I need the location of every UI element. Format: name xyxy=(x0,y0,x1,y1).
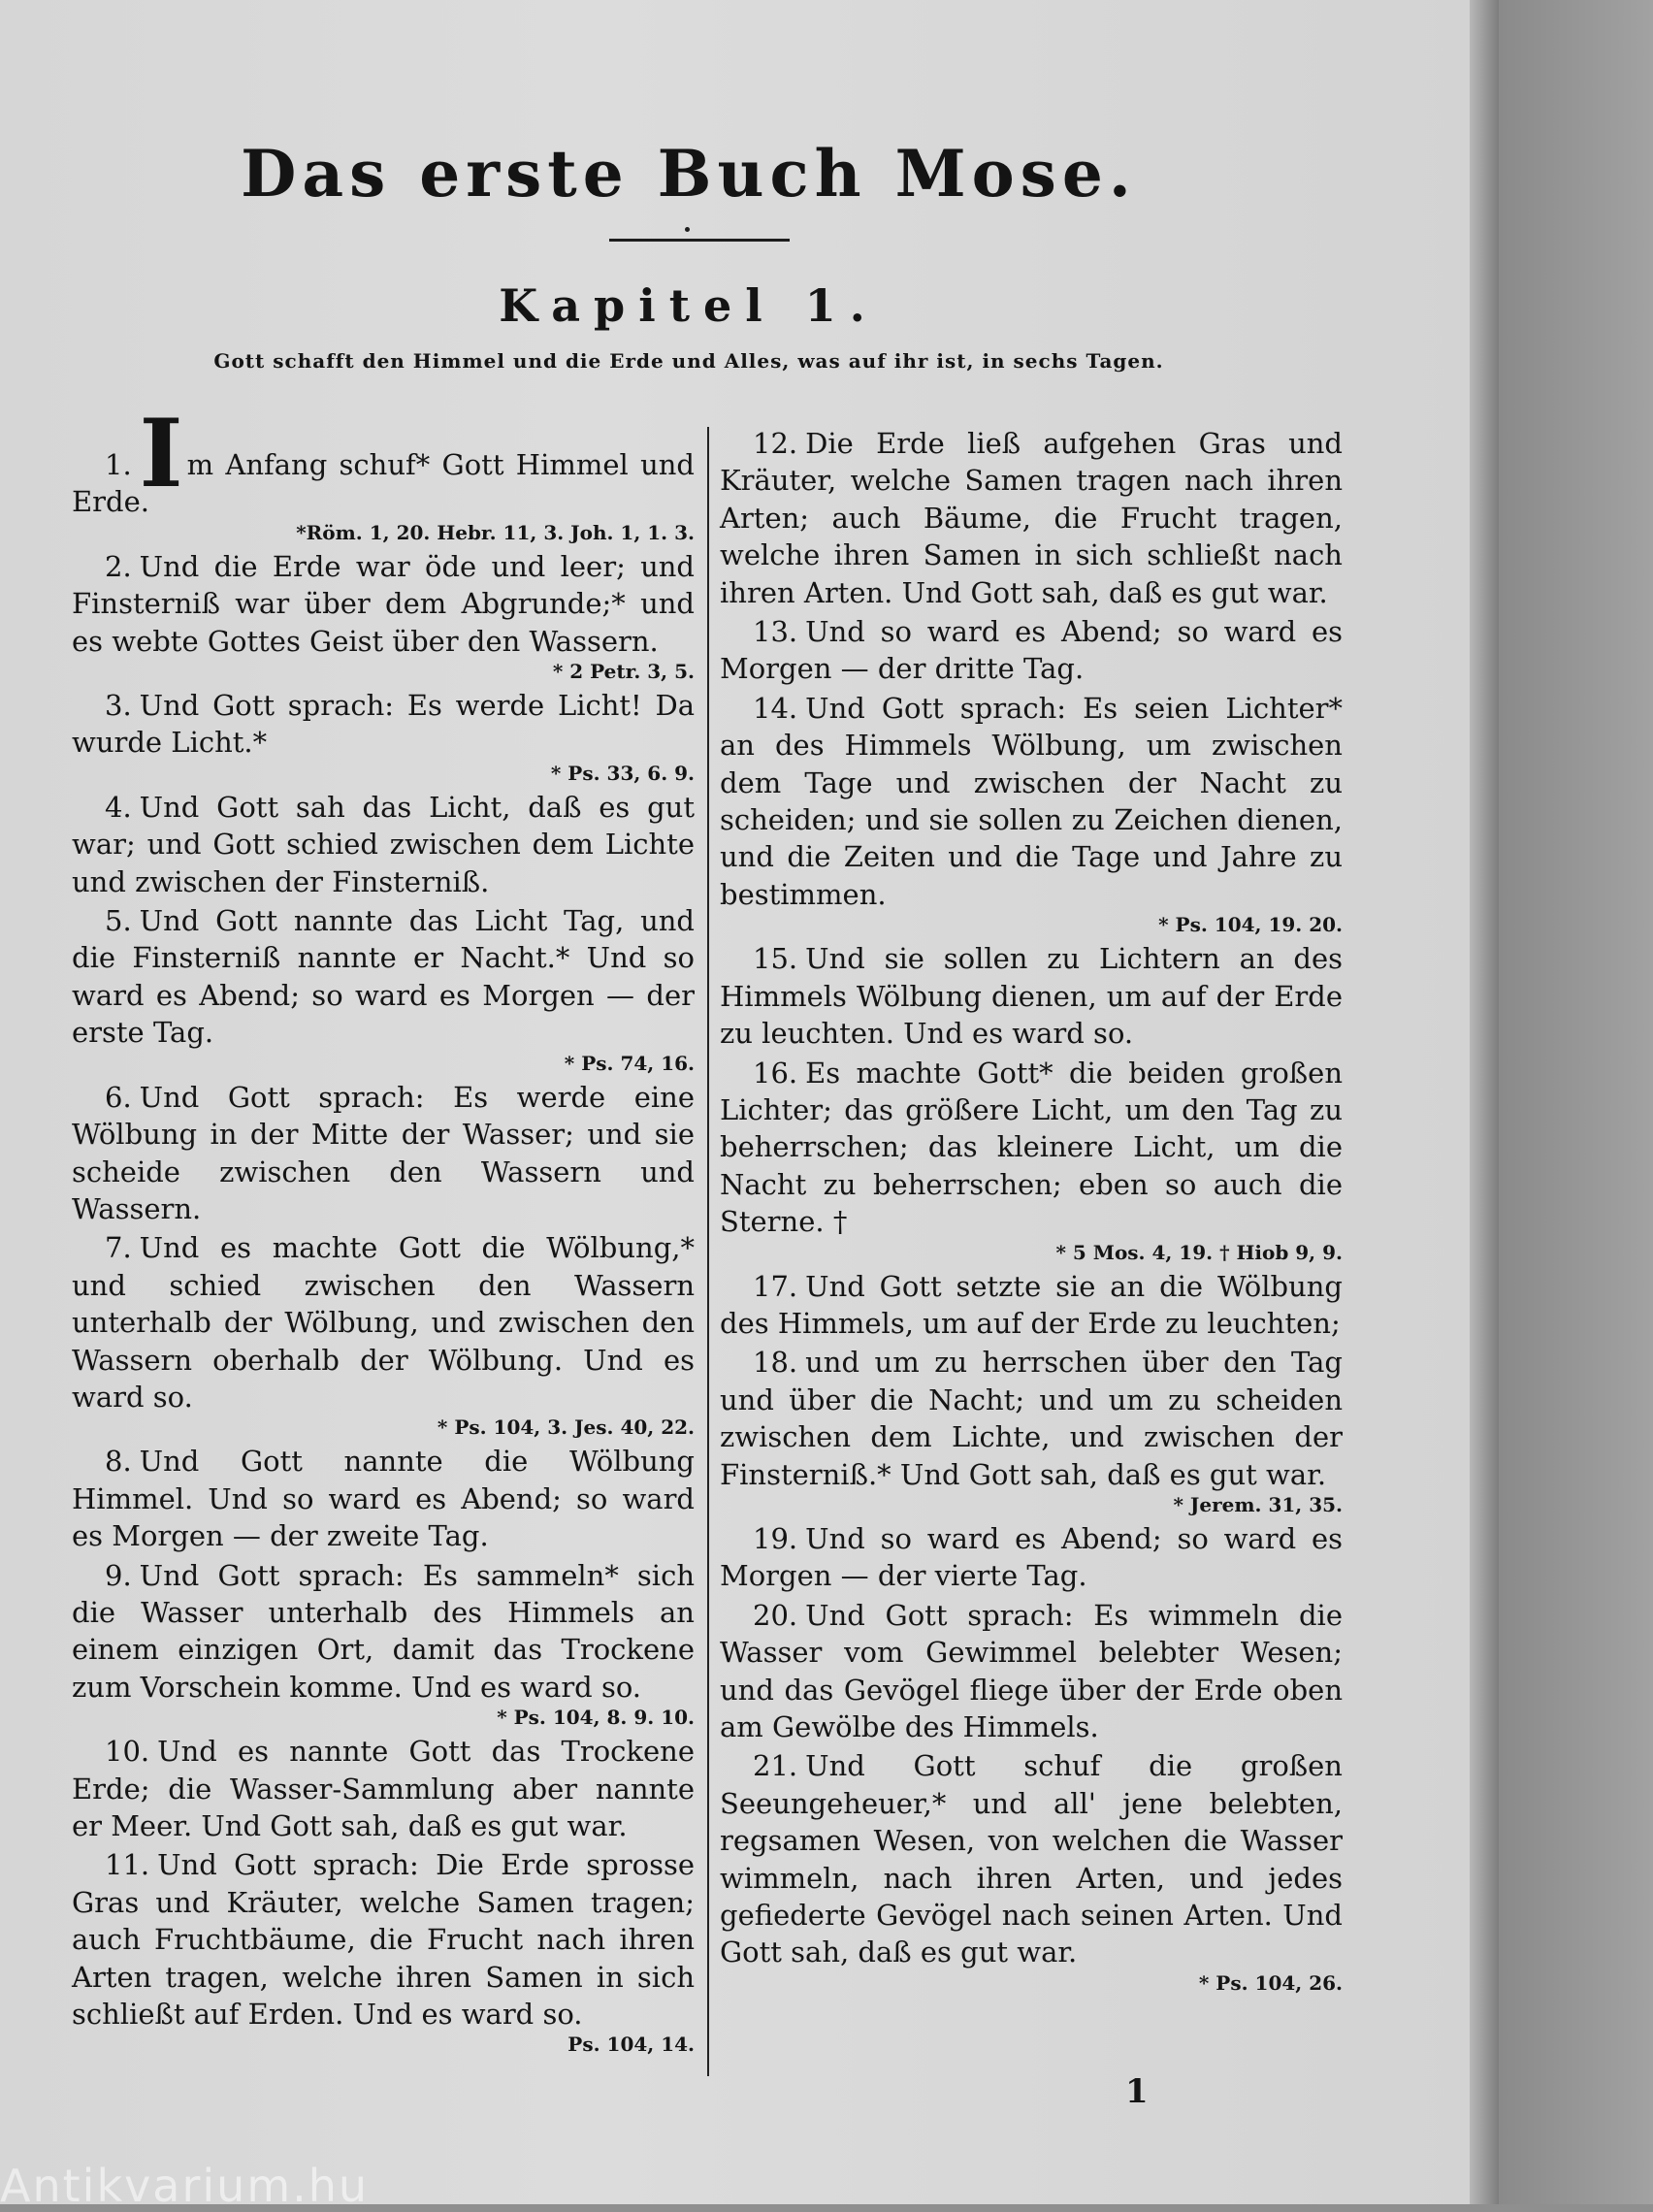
cross-reference: *Röm. 1, 20. Hebr. 11, 3. Joh. 1, 1. 3. xyxy=(296,520,695,544)
cross-reference: * Ps. 104, 3. Jes. 40, 22. xyxy=(437,1415,695,1440)
verse-number: 9. xyxy=(105,1558,132,1592)
drop-cap: I xyxy=(139,399,183,508)
verse xyxy=(72,687,695,762)
verse-text: Und es nannte Gott das Trockene Erde; die Wasser-Sammlung aber nannte er Meer. Und Gott sah, daß es gut war. xyxy=(72,1735,695,1842)
verse-number: 6. xyxy=(105,1080,132,1114)
verse-number: 8. xyxy=(105,1445,132,1479)
page-number: 1 xyxy=(1125,2072,1149,2111)
verse xyxy=(72,399,695,521)
verse-text: Und Gott schuf die großen Seeungeheuer,* und all' jene belebten, regsamen Wesen, von welchen die Wasser wimmeln, nach ihren Arten, und jedes gefiederte Gevögel nach seinen Arten. Und Gott sah, daß es gut war. xyxy=(720,1749,1343,1969)
verse xyxy=(72,1733,695,1844)
verse xyxy=(72,1557,695,1707)
verse-number: 11. xyxy=(105,1848,150,1882)
verse xyxy=(72,1229,695,1415)
verse xyxy=(72,1443,695,1554)
verse-text: Und so ward es Abend; so ward es Morgen — der dritte Tag. xyxy=(720,615,1343,686)
verse xyxy=(720,613,1343,688)
left-column xyxy=(72,399,695,2060)
verse xyxy=(720,1520,1343,1595)
verse-text: Und Gott sprach: Es wimmeln die Wasser vom Gewimmel belebter Wesen; und das Gevögel fliege über der Erde oben am Gewölbe des Himmels. xyxy=(720,1598,1343,1743)
verse-text: Und Gott sprach: Die Erde sprosse Gras und Kräuter, welche Samen tragen; auch Fruchtbäume, die Frucht nach ihren Arten tragen, welche ihren Samen in sich schließt auf Erden. Und es ward so. xyxy=(72,1848,695,2032)
verse xyxy=(720,690,1343,913)
verse xyxy=(72,1846,695,2033)
verse-text: Die Erde ließ aufgehen Gras und Kräuter, welche Samen tragen nach ihren Arten; auch Bäume, die Frucht tragen, welche ihren Samen in sich schließt nach ihren Arten. Und Gott sah, daß es gut war. xyxy=(720,427,1343,609)
chapter-heading: Kapitel 1. xyxy=(499,279,879,332)
book-title: Das erste Buch Mose. xyxy=(241,136,1137,211)
cross-reference: Ps. 104, 14. xyxy=(567,2033,695,2057)
verse-text: Und es machte Gott die Wölbung,* und schied zwischen den Wassern unterhalb der Wölbung, und zwischen den Wassern oberhalb der Wölbung. Und es ward so. xyxy=(72,1231,695,1414)
verse-number: 21. xyxy=(753,1749,798,1783)
cross-reference: * 5 Mos. 4, 19. † Hiob 9, 9. xyxy=(1055,1240,1343,1264)
verse-number: 2. xyxy=(105,549,132,583)
verse-text: Und Gott sprach: Es sammeln* sich die Wasser unterhalb des Himmels an einem einzigen Ort, damit das Trockene zum Vorschein komme. Und es ward so. xyxy=(72,1558,695,1704)
right-column xyxy=(720,425,1343,1999)
verse xyxy=(72,902,695,1052)
verse-number: 10. xyxy=(105,1735,150,1769)
cross-reference: * 2 Petr. 3, 5. xyxy=(552,660,695,684)
verse xyxy=(72,1079,695,1228)
verse-number: 15. xyxy=(753,942,798,976)
verse-text: m Anfang schuf* Gott Himmel und Erde. xyxy=(72,448,695,519)
verse-text: Und Gott sprach: Es werde Licht! Da wurde Licht.* xyxy=(72,689,695,760)
verse-text: Und sie sollen zu Lichtern an des Himmels Wölbung dienen, um auf der Erde zu leuchten. Und es ward so. xyxy=(720,942,1343,1051)
verse-number: 7. xyxy=(105,1231,132,1265)
verse-text: Und Gott sah das Licht, daß es gut war; und Gott schied zwischen dem Lichte und zwischen der Finsterniß. xyxy=(72,790,695,898)
verse-number: 4. xyxy=(105,790,132,824)
verse-number: 16. xyxy=(753,1056,798,1090)
verse-text: Und Gott sprach: Es werde eine Wölbung in der Mitte der Wasser; und sie scheide zwischen den Wassern und Wassern. xyxy=(72,1080,695,1225)
watermark-text: Antikvarium.hu xyxy=(0,2160,370,2212)
cross-reference: * Jerem. 31, 35. xyxy=(1173,1492,1343,1516)
title-rule xyxy=(609,239,790,242)
verse-text: Es machte Gott* die beiden großen Lichter; das größere Licht, um den Tag zu beherrschen; das kleinere Licht, um die Nacht zu beherrschen; eben so auch die Sterne. † xyxy=(720,1056,1343,1239)
verse-number: 19. xyxy=(753,1521,798,1555)
verse-text: Und Gott nannte die Wölbung Himmel. Und so ward es Abend; so ward es Morgen — der zweite Tag. xyxy=(72,1445,695,1553)
verse-number: 5. xyxy=(105,904,132,938)
verse xyxy=(720,1747,1343,1970)
verse-text: Und die Erde war öde und leer; und Finsterniß war über dem Abgrunde;* und es webte Gottes Geist über den Wassern. xyxy=(72,549,695,658)
backdrop xyxy=(1499,0,1653,2204)
verse-text: und um zu herrschen über den Tag und über die Nacht; und um zu scheiden zwischen dem Lichte, und zwischen der Finsterniß.* Und Gott sah, daß es gut war. xyxy=(720,1346,1343,1491)
cross-reference: * Ps. 74, 16. xyxy=(564,1051,695,1075)
verse-number: 12. xyxy=(753,427,798,460)
cross-reference: * Ps. 104, 8. 9. 10. xyxy=(497,1706,695,1730)
verse-number: 17. xyxy=(753,1269,798,1303)
verse-text: Und Gott setzte sie an die Wölbung des Himmels, um auf der Erde zu leuchten; xyxy=(720,1269,1343,1340)
verse-number: 14. xyxy=(753,691,798,725)
column-divider xyxy=(707,427,709,2076)
verse-text: Und so ward es Abend; so ward es Morgen — der vierte Tag. xyxy=(720,1521,1343,1593)
verse-number: 1. xyxy=(105,448,132,481)
verse xyxy=(720,1055,1343,1241)
verse-text: Und Gott nannte das Licht Tag, und die Finsterniß nannte er Nacht.* Und so ward es Abend; so ward es Morgen — der erste Tag. xyxy=(72,904,695,1050)
verse xyxy=(720,1597,1343,1746)
verse-number: 20. xyxy=(753,1598,798,1632)
verse xyxy=(72,789,695,900)
cross-reference: * Ps. 104, 19. 20. xyxy=(1158,913,1343,937)
cross-reference: * Ps. 104, 26. xyxy=(1198,1970,1343,1995)
verse xyxy=(720,1344,1343,1493)
page-edge xyxy=(1470,0,1499,2204)
title-ornament-dot xyxy=(685,227,690,232)
verse xyxy=(72,548,695,660)
chapter-summary: Gott schafft den Himmel und die Erde und Alles, was auf ihr ist, in sechs Tagen. xyxy=(213,349,1164,373)
verse-number: 13. xyxy=(753,615,798,649)
verse-number: 3. xyxy=(105,689,132,723)
verse xyxy=(720,1268,1343,1343)
verse xyxy=(720,425,1343,611)
verse-number: 18. xyxy=(753,1346,798,1380)
verse-text: Und Gott sprach: Es seien Lichter* an des Himmels Wölbung, um zwischen dem Tage und zwischen der Nacht zu scheiden; und sie sollen zu Zeichen dienen, und die Zeiten und die Tage und Jahre zu bestimmen. xyxy=(720,691,1343,911)
cross-reference: * Ps. 33, 6. 9. xyxy=(550,761,695,785)
verse xyxy=(720,940,1343,1052)
